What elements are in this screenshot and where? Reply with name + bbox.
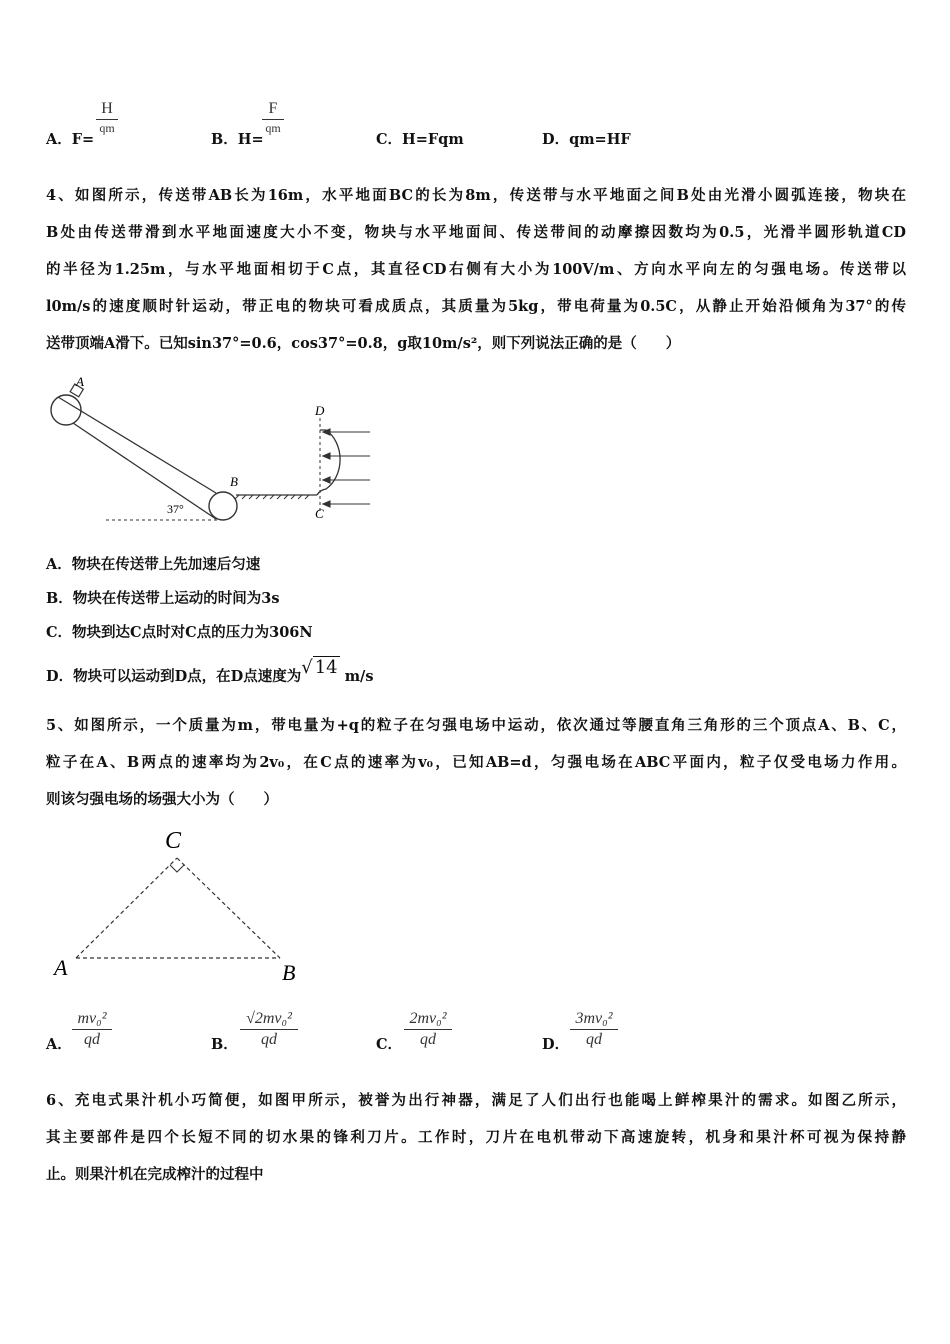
fraction-bar [72,1029,112,1030]
q5-option-d-fraction [570,1010,618,1049]
fraction-denominator: qd [84,1031,100,1048]
q5-stem-line: 则该匀强电场的场强大小为（ ） [46,791,278,808]
belt-lower-line [73,423,216,519]
sqrt-radicand: 14 [314,657,338,678]
q5-stem-line: 粒子在A、B两点的速率均为2v₀，在C点的速率为v₀，已知AB=d，匀强电场在ABC平面内，粒子仅受电场力作用。 [46,754,906,771]
q4-option-c: C．物块到达C点时对C点的压力为306N [46,624,313,641]
q6-stem-line: 其主要部件是四个长短不同的切水果的锋利刀片。工作时，刀片在电机带动下高速旋转，机身和果汁杯可视为保持静 [46,1129,906,1146]
q6-stem [46,1082,906,1193]
q3-option-c: C．H=Fqm [376,131,464,148]
q3-option-b-numerator: F [268,100,278,117]
q4-stem-line: 送带顶端A滑下。已知sin37°=0.6，cos37°=0.8，g取10m/s²，则下列说法正确的是（ ） [46,335,681,352]
q5-option-c-letter: C． [376,1036,403,1053]
q3-option-b-denominator: qm [265,121,281,135]
label-c: C [165,828,182,854]
q5-stem-line: 5、如图所示，一个质量为m，带电量为+q的粒子在匀强电场中运动，依次通过等腰直角三角形的三个顶点A、B、C， [46,717,906,734]
q4-stem-line: 的半径为1.25m，与水平地面相切于C点，其直径CD右侧有大小为100V/m、方向水平向左的匀强电场。传送带以 [46,261,906,278]
q4-option-d-unit: m/s [344,668,374,685]
fraction-numerator: √2mv₀² [246,1010,292,1027]
right-angle-mark [170,865,184,872]
q5-option-b-fraction [240,1010,298,1049]
belt-upper-line [58,397,216,493]
q5-stem [46,707,906,818]
q3-option-a-denominator: qm [99,121,115,135]
q4-stem-line: 4、如图所示，传送带AB长为16m，水平地面BC的长为8m，传送带与水平地面之间B处由光滑小圆弧连接，物块在 [46,187,906,204]
fraction-numerator: 2mv₀² [409,1010,447,1027]
q5-option-b-letter: B． [211,1036,238,1053]
q4-stem [46,177,906,362]
q5-triangle-figure [44,820,314,990]
angle-label: 37° [167,502,184,516]
q3-option-a-prefix: A．F= [46,131,95,148]
q5-option-a-letter: A． [46,1036,72,1053]
bottom-pulley [209,492,237,520]
fraction-bar [96,119,118,120]
fraction-bar [240,1029,298,1030]
fraction-numerator: 3mv₀² [575,1010,613,1027]
fraction-denominator: qd [420,1031,436,1048]
sqrt-expression [301,657,339,678]
top-pulley [51,395,81,425]
label-b: B [282,960,296,985]
q4-option-b: B．物块在传送带上运动的时间为3s [46,590,280,607]
q3-option-b-prefix: B．H= [211,131,264,148]
q4-option-d [46,657,374,686]
q6-stem-line: 止。则果汁机在完成榨汁的过程中 [46,1166,264,1183]
q4-option-a: A．物块在传送带上先加速后匀速 [46,556,261,573]
label-a: A [76,374,84,389]
q5-option-a-fraction [72,1010,112,1049]
label-b: B [230,474,238,489]
q3-option-a [46,128,94,149]
label-a: A [54,955,68,980]
label-d: D [315,403,325,418]
q4-conveyor-figure [40,372,380,532]
q6-stem-line: 6、充电式果汁机小巧简便，如图甲所示，被誉为出行神器，满足了人们出行也能喝上鲜榨果汁的需求。如图乙所示， [46,1092,906,1109]
q3-option-d: D．qm=HF [542,131,631,148]
fraction-denominator: qd [261,1031,277,1048]
fraction-bar [570,1029,618,1030]
q5-option-d-letter: D． [542,1036,570,1053]
fraction-bar [262,119,284,120]
q3-option-b [211,128,264,149]
q3-option-a-numerator: H [101,100,113,117]
side-ac [76,858,177,958]
q4-stem-line: l0m/s的速度顺时针运动，带正电的物块可看成质点，其质量为5kg，带电荷量为0.5C，从静止开始沿倾角为37°的传 [46,298,906,315]
side-bc [177,858,280,958]
q4-option-d-prefix: D．物块可以运动到D点，在D点速度为 [46,668,302,685]
fraction-numerator: mv₀² [77,1010,107,1027]
label-c: C [315,506,324,521]
q3-option-b-fraction [262,100,284,136]
fraction-bar [404,1029,452,1030]
q5-option-c-fraction [404,1010,452,1049]
fraction-denominator: qd [586,1031,602,1048]
sqrt-symbol: √ [301,657,313,678]
electric-field-arrows [323,429,370,507]
q4-stem-line: B处由传送带滑到水平地面速度大小不变，物块与水平地面间、传送带间的动摩擦因数均为0.5，光滑半圆形轨道CD [46,224,906,241]
q3-option-a-fraction [96,100,118,136]
